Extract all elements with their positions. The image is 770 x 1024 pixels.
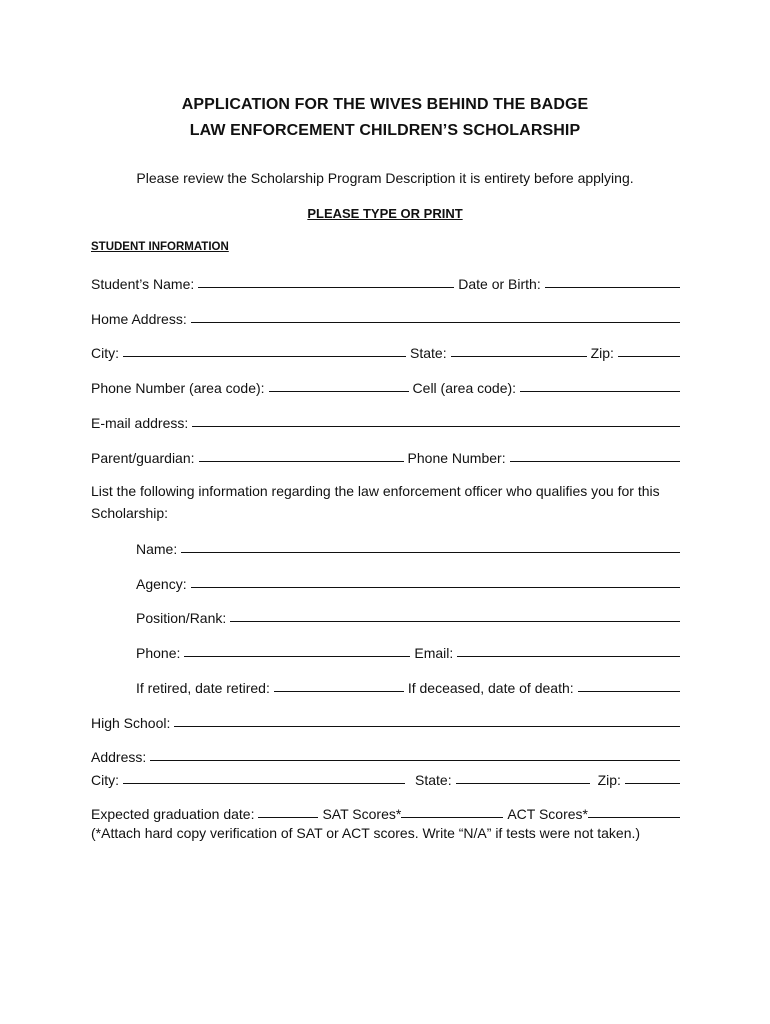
- city-field[interactable]: [123, 356, 406, 357]
- officer-phone-field[interactable]: [184, 656, 410, 657]
- students-name-field[interactable]: [198, 287, 454, 288]
- home-address-label: Home Address:: [91, 311, 187, 327]
- school-state-field[interactable]: [456, 783, 590, 784]
- officer-email-field[interactable]: [457, 656, 680, 657]
- phone-number-field[interactable]: [510, 461, 680, 462]
- high-school-label: High School:: [91, 715, 171, 731]
- cell-area-code-field[interactable]: [520, 391, 680, 392]
- form-title-line-2: LAW ENFORCEMENT CHILDREN’S SCHOLARSHIP: [189, 122, 581, 139]
- print-note: PLEASE TYPE OR PRINT: [307, 206, 463, 221]
- act-scores-label: ACT Scores*: [507, 806, 588, 822]
- date-of-birth-field[interactable]: [545, 287, 680, 288]
- email-address-label: E-mail address:: [91, 415, 189, 431]
- state-field[interactable]: [451, 356, 587, 357]
- school-zip-field[interactable]: [625, 783, 680, 784]
- phone-area-code-label: Phone Number (area code):: [91, 380, 265, 396]
- row-officer-phone-email: [136, 641, 680, 661]
- state-label: State:: [410, 345, 447, 361]
- row-graduation-scores: [91, 802, 680, 822]
- email-address-field[interactable]: [192, 426, 680, 427]
- position-rank-field[interactable]: [230, 621, 680, 622]
- school-state-label: State:: [415, 772, 452, 788]
- date-retired-field[interactable]: [274, 691, 404, 692]
- officer-email-label: Email:: [414, 645, 454, 661]
- officer-name-label: Name:: [136, 541, 178, 557]
- zip-field[interactable]: [618, 356, 680, 357]
- position-rank-label: Position/Rank:: [136, 610, 227, 626]
- row-officer-retired-deceased: [136, 676, 680, 696]
- cell-area-code-label: Cell (area code):: [412, 380, 517, 396]
- sat-scores-field[interactable]: [401, 817, 503, 818]
- parent-guardian-label: Parent/guardian:: [91, 450, 195, 466]
- agency-label: Agency:: [136, 576, 187, 592]
- row-school-address: [91, 745, 680, 765]
- instruction-text: Please review the Scholarship Program Description it is entirety before applying.: [136, 170, 634, 186]
- home-address-field[interactable]: [191, 322, 680, 323]
- row-city-state-zip: [91, 341, 680, 361]
- row-high-school: [91, 711, 680, 731]
- city-label: City:: [91, 345, 119, 361]
- phone-number-label: Phone Number:: [407, 450, 506, 466]
- row-student-name: [91, 272, 680, 292]
- high-school-field[interactable]: [174, 726, 680, 727]
- school-address-field[interactable]: [150, 760, 680, 761]
- officer-intro-line-2: Scholarship:: [91, 505, 169, 521]
- officer-intro-line-1: List the following information regarding the law enforcement officer who qualifies you for this: [91, 483, 660, 499]
- date-retired-label: If retired, date retired:: [136, 680, 270, 696]
- school-city-label: City:: [91, 772, 119, 788]
- expected-graduation-field[interactable]: [258, 817, 318, 818]
- row-home-address: [91, 307, 680, 327]
- students-name-label: Student’s Name:: [91, 276, 195, 292]
- date-of-death-field[interactable]: [578, 691, 680, 692]
- form-title-line-1: APPLICATION FOR THE WIVES BEHIND THE BADGE: [181, 96, 589, 113]
- row-officer-agency: [136, 572, 680, 592]
- school-city-field[interactable]: [123, 783, 405, 784]
- school-address-label: Address:: [91, 749, 147, 765]
- phone-area-code-field[interactable]: [269, 391, 409, 392]
- section-heading-student-information: STUDENT INFORMATION: [91, 241, 229, 253]
- row-officer-position: [136, 606, 680, 626]
- officer-intro-text: [91, 480, 691, 524]
- officer-name-field[interactable]: [181, 552, 680, 553]
- scores-footnote: (*Attach hard copy verification of SAT or ACT scores. Write “N/A” if tests were not taken.): [91, 825, 641, 841]
- zip-label: Zip:: [590, 345, 614, 361]
- act-scores-field[interactable]: [588, 817, 680, 818]
- school-zip-label: Zip:: [597, 772, 621, 788]
- row-phone-cell: [91, 376, 680, 396]
- date-of-death-label: If deceased, date of death:: [407, 680, 574, 696]
- sat-scores-label: SAT Scores*: [322, 806, 402, 822]
- row-school-city-state-zip: [91, 768, 680, 788]
- agency-field[interactable]: [191, 587, 680, 588]
- expected-graduation-label: Expected graduation date:: [91, 806, 255, 822]
- row-parent-guardian: [91, 446, 680, 466]
- date-of-birth-label: Date or Birth:: [458, 276, 541, 292]
- parent-guardian-field[interactable]: [199, 461, 404, 462]
- officer-phone-label: Phone:: [136, 645, 181, 661]
- row-email-address: [91, 411, 680, 431]
- row-officer-name: [136, 537, 680, 557]
